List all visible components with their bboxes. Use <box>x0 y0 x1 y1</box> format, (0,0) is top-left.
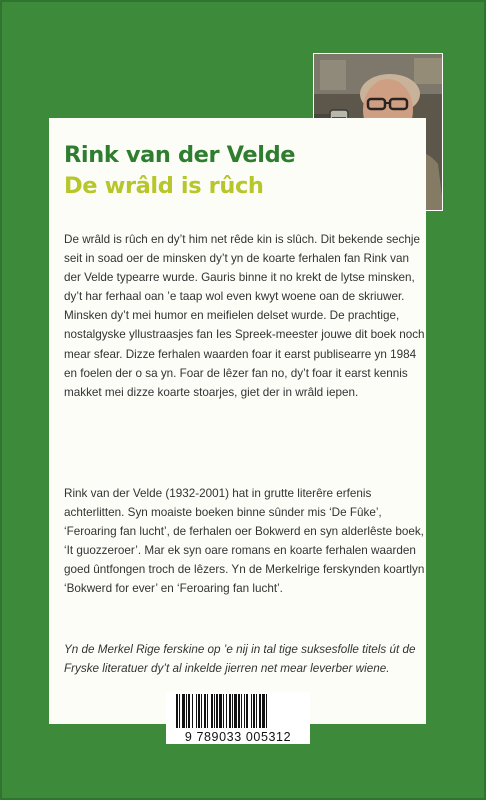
blurb-paragraph-3: Yn de Merkel Rige ferskine op ’e nij in tal tige suksesfolle titels út de Fryske literatuer dy’t al inkelde jierren net mear leverber wiene. <box>64 643 416 676</box>
blurb-paragraph-1: De wrâld is rûch en dy’t him net rêde kin is slûch. Dit bekende sechje seit in soad oer de minsken dy’t yn de koarte ferhalen fan Rink van der Velde typearre wurde. Gauris binne it no krekt de lytse minsken, dy’t har ferhaal oan ’e taap wol even kwyt woene oan de skriuwer. Minsken dy’t mei humor en meifielen delset wurde. De prachtige, nostalgyske yllustraasjes fan Ies Spreek-meester jouwe dit boek noch mear sfear. Dizze ferhalen waarden foar it earst publisearre yn 1984 en foelen der o sa yn. Foar de lêzer fan no, dy’t foar it earst kennis makket mei dizze koarte stoarjes, giet der in wrâld iepen. <box>64 233 425 399</box>
text-panel <box>49 118 426 724</box>
blurb-paragraph-2: Rink van der Velde (1932-2001) hat in grutte literêre erfenis achterlitten. Syn moaiste boeken binne sûnder mis ‘De Fûke’, ‘Feroaring fan lucht’, de ferhalen oer Bokwerd en syn alderlêste boek, ‘It guozzeroer’. Mar ek syn oare romans en koarte ferhalen waarden goed ûntfongen troch de lêzers. Yn de Merkelrige ferskynden koartlyn ‘Bokwerd for ever’ en ‘Feroaring fan lucht’. <box>64 487 425 596</box>
author-name: Rink van der Velde <box>64 142 296 168</box>
isbn-barcode <box>166 692 310 744</box>
book-title: De wrâld is rûch <box>64 173 264 199</box>
isbn-number: 9 789033 005312 <box>184 730 292 744</box>
barcode-icon <box>166 692 310 730</box>
